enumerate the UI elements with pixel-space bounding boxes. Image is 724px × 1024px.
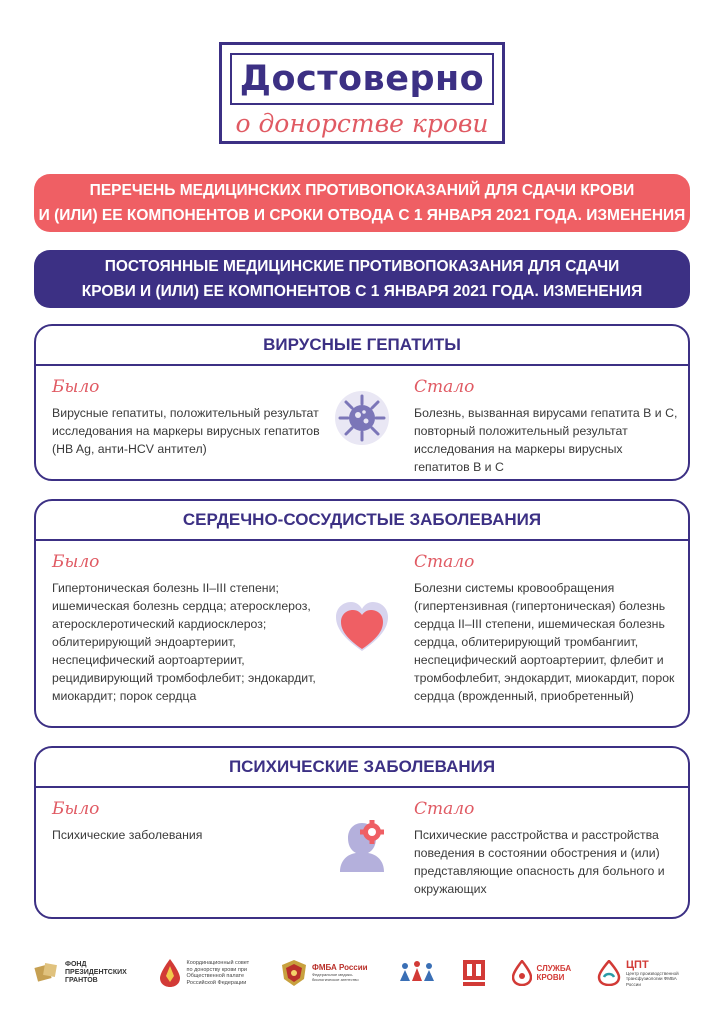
virus-icon bbox=[334, 390, 390, 446]
card-title: ВИРУСНЫЕ ГЕПАТИТЫ bbox=[36, 326, 688, 366]
fmba-block bbox=[312, 964, 372, 982]
now-column bbox=[414, 800, 678, 898]
brand-title-box bbox=[230, 53, 494, 105]
logo-cpt bbox=[597, 959, 690, 988]
brand-logo bbox=[219, 42, 505, 144]
card-cardiovascular bbox=[34, 499, 690, 728]
logo-coordination-council bbox=[158, 958, 257, 988]
logo-blood-service bbox=[512, 960, 573, 986]
banner-list-title bbox=[34, 174, 690, 232]
brand-title: Достоверно bbox=[239, 59, 485, 99]
was-text: Гипертоническая болезнь II–III степени; ишемическая болезнь сердца; атеросклероз, атеросклеротический кардиосклероз; облитерирующий эндоартериит, неспецифический аортоартериит, рецидивирующий тромбофлебит; эндокардит, миокардит; порок сердца bbox=[52, 581, 316, 703]
blood-service-drop-icon bbox=[512, 960, 532, 986]
council-drop-icon bbox=[158, 958, 182, 988]
fpg-text: ФОНД ПРЕЗИДЕНТСКИХ ГРАНТОВ bbox=[65, 961, 127, 984]
was-label: Было bbox=[52, 799, 100, 819]
card-title: СЕРДЕЧНО-СОСУДИСТЫЕ ЗАБОЛЕВАНИЯ bbox=[36, 501, 688, 541]
now-text: Психические расстройства и расстройства поведения в состоянии обострения и (или) представляющие опасность для больного и окружающих bbox=[414, 828, 665, 896]
cpt-drop-icon bbox=[597, 960, 621, 986]
cpt-sub: Центр производственной трансфузиологии ФМБА России bbox=[626, 970, 679, 987]
fmba-emblem-icon bbox=[281, 959, 307, 987]
logo-fmba bbox=[281, 959, 372, 987]
card-title: ПСИХИЧЕСКИЕ ЗАБОЛЕВАНИЯ bbox=[36, 748, 688, 788]
fmba-text: ФМБА России bbox=[312, 963, 368, 972]
now-text: Болезни системы кровообращения (гипертензивная (гипертоническая) болезнь сердца II–III степени, ишемическая болезнь сердца, облитерирующий тромбангиит, неспецифический аортоартериит, флебит и тромбофлебит, эндокардит, миокардит, порок сердца (врожденный, приобретенный) bbox=[414, 581, 675, 703]
was-text: Вирусные гепатиты, положительный результат исследования на маркеры вирусных гепатитов (HB Ag, анти-HCV антител) bbox=[52, 406, 320, 456]
banner-purple-line1: ПОСТОЯННЫЕ МЕДИЦИНСКИЕ ПРОТИВОПОКАЗАНИЯ ДЛЯ СДАЧИ bbox=[104, 258, 620, 275]
was-column bbox=[52, 553, 322, 705]
blood-service-text: СЛУЖБА КРОВИ bbox=[536, 964, 572, 982]
now-text: Болезнь, вызванная вирусами гепатита В и С, повторный положительный результат исследования на маркеры вирусных гепатитов В и С bbox=[414, 406, 678, 474]
was-label: Было bbox=[52, 377, 100, 397]
was-label: Было bbox=[52, 552, 100, 572]
cpt-text: ЦПТ bbox=[626, 958, 649, 971]
card-viral-hepatitis bbox=[34, 324, 690, 481]
blood-center-logo-icon bbox=[461, 958, 487, 988]
donor-people-logo-icon bbox=[397, 959, 437, 987]
card-mental-disorders bbox=[34, 746, 690, 919]
now-label: Стало bbox=[414, 799, 475, 819]
banner-red-line1: ПЕРЕЧЕНЬ МЕДИЦИНСКИХ ПРОТИВОПОКАЗАНИЙ ДЛЯ СДАЧИ КРОВИ bbox=[89, 182, 635, 199]
cpt-block bbox=[626, 959, 690, 988]
was-column bbox=[52, 800, 322, 844]
now-column bbox=[414, 378, 678, 476]
partner-logos bbox=[34, 948, 690, 998]
banner-permanent-title bbox=[34, 250, 690, 308]
now-column bbox=[414, 553, 678, 705]
head-gear-icon bbox=[334, 818, 390, 874]
brand-subtitle: о донорстве крови bbox=[222, 109, 502, 138]
logo-presidential-grants bbox=[34, 960, 133, 986]
banner-red-line2: И (ИЛИ) ЕЕ КОМПОНЕНТОВ И СРОКИ ОТВОДА С 1 ЯНВАРЯ 2021 ГОДА. ИЗМЕНЕНИЯ bbox=[38, 207, 686, 224]
heart-icon bbox=[334, 599, 390, 655]
fpg-logo-icon bbox=[34, 960, 60, 986]
banner-purple-line2: КРОВИ И (ИЛИ) ЕЕ КОМПОНЕНТОВ С 1 ЯНВАРЯ 2021 ГОДА. ИЗМЕНЕНИЯ bbox=[81, 283, 643, 300]
now-label: Стало bbox=[414, 377, 475, 397]
was-column bbox=[52, 378, 322, 458]
now-label: Стало bbox=[414, 552, 475, 572]
fmba-sub: Федеральное медико-биологическое агентство bbox=[312, 972, 359, 982]
council-text: Координационный совет по донорству крови при Общественной палате Российской Федерации bbox=[186, 960, 250, 986]
was-text: Психические заболевания bbox=[52, 828, 203, 842]
